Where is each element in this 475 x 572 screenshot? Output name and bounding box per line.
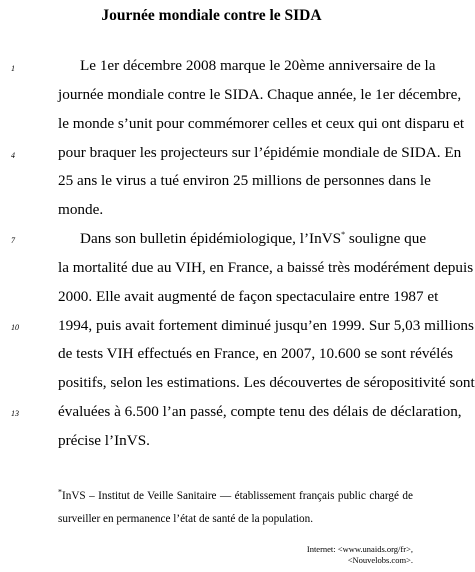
paragraph-line: évaluées à 6.500 l’an passé, compte tenu des délais de déclaration, bbox=[58, 403, 462, 420]
source-line: <Nouvelobs.com>. bbox=[347, 555, 413, 565]
footnote-marker: * bbox=[58, 487, 62, 497]
paragraph-line: précise l’InVS. bbox=[58, 432, 150, 449]
text-segment: Dans son bulletin épidémiologique, l’InVS bbox=[80, 230, 342, 247]
paragraph-line: Le 1er décembre 2008 marque le 20ème anniversaire de la bbox=[80, 57, 436, 74]
paragraph-line: la mortalité due au VIH, en France, a baissé très modérément depuis bbox=[58, 259, 474, 276]
line-number: 7 bbox=[11, 236, 15, 245]
footnote-marker: * bbox=[341, 229, 346, 239]
paragraph-line: 1994, puis avait fortement diminué jusqu’en 1999. Sur 5,03 millions bbox=[58, 317, 474, 334]
paragraph-line: 25 ans le virus a tué environ 25 millions de personnes dans le bbox=[58, 172, 431, 189]
footnote-line bbox=[58, 488, 413, 504]
line-number: 13 bbox=[11, 409, 19, 418]
line-number: 4 bbox=[11, 151, 15, 160]
footnote-line: surveiller en permanence l’état de santé de la population. bbox=[58, 513, 314, 525]
line-number: 1 bbox=[11, 64, 15, 73]
footnote-text: InVS – Institut de Veille Sanitaire — établissement français public chargé de bbox=[62, 490, 413, 502]
paragraph-line: 2000. Elle avait augmenté de façon spectaculaire entre 1987 et bbox=[58, 288, 439, 305]
text-segment: souligne que bbox=[345, 230, 427, 247]
paragraph-line: le monde s’unit pour commémorer celles et ceux qui ont disparu et bbox=[58, 115, 465, 132]
paragraph-line: monde. bbox=[58, 201, 104, 218]
document-title: Journée mondiale contre le SIDA bbox=[101, 7, 322, 24]
paragraph-line bbox=[80, 228, 427, 250]
source-line: Internet: <www.unaids.org/fr>, bbox=[306, 544, 413, 554]
paragraph-line: positifs, selon les estimations. Les découvertes de séropositivité sont bbox=[58, 374, 475, 391]
paragraph-line: de tests VIH effectués en France, en 2007, 10.600 se sont révélés bbox=[58, 345, 454, 362]
paragraph-line: journée mondiale contre le SIDA. Chaque année, le 1er décembre, bbox=[58, 86, 462, 103]
line-number: 10 bbox=[11, 323, 19, 332]
paragraph-line: pour braquer les projecteurs sur l’épidémie mondiale de SIDA. En bbox=[58, 144, 462, 161]
